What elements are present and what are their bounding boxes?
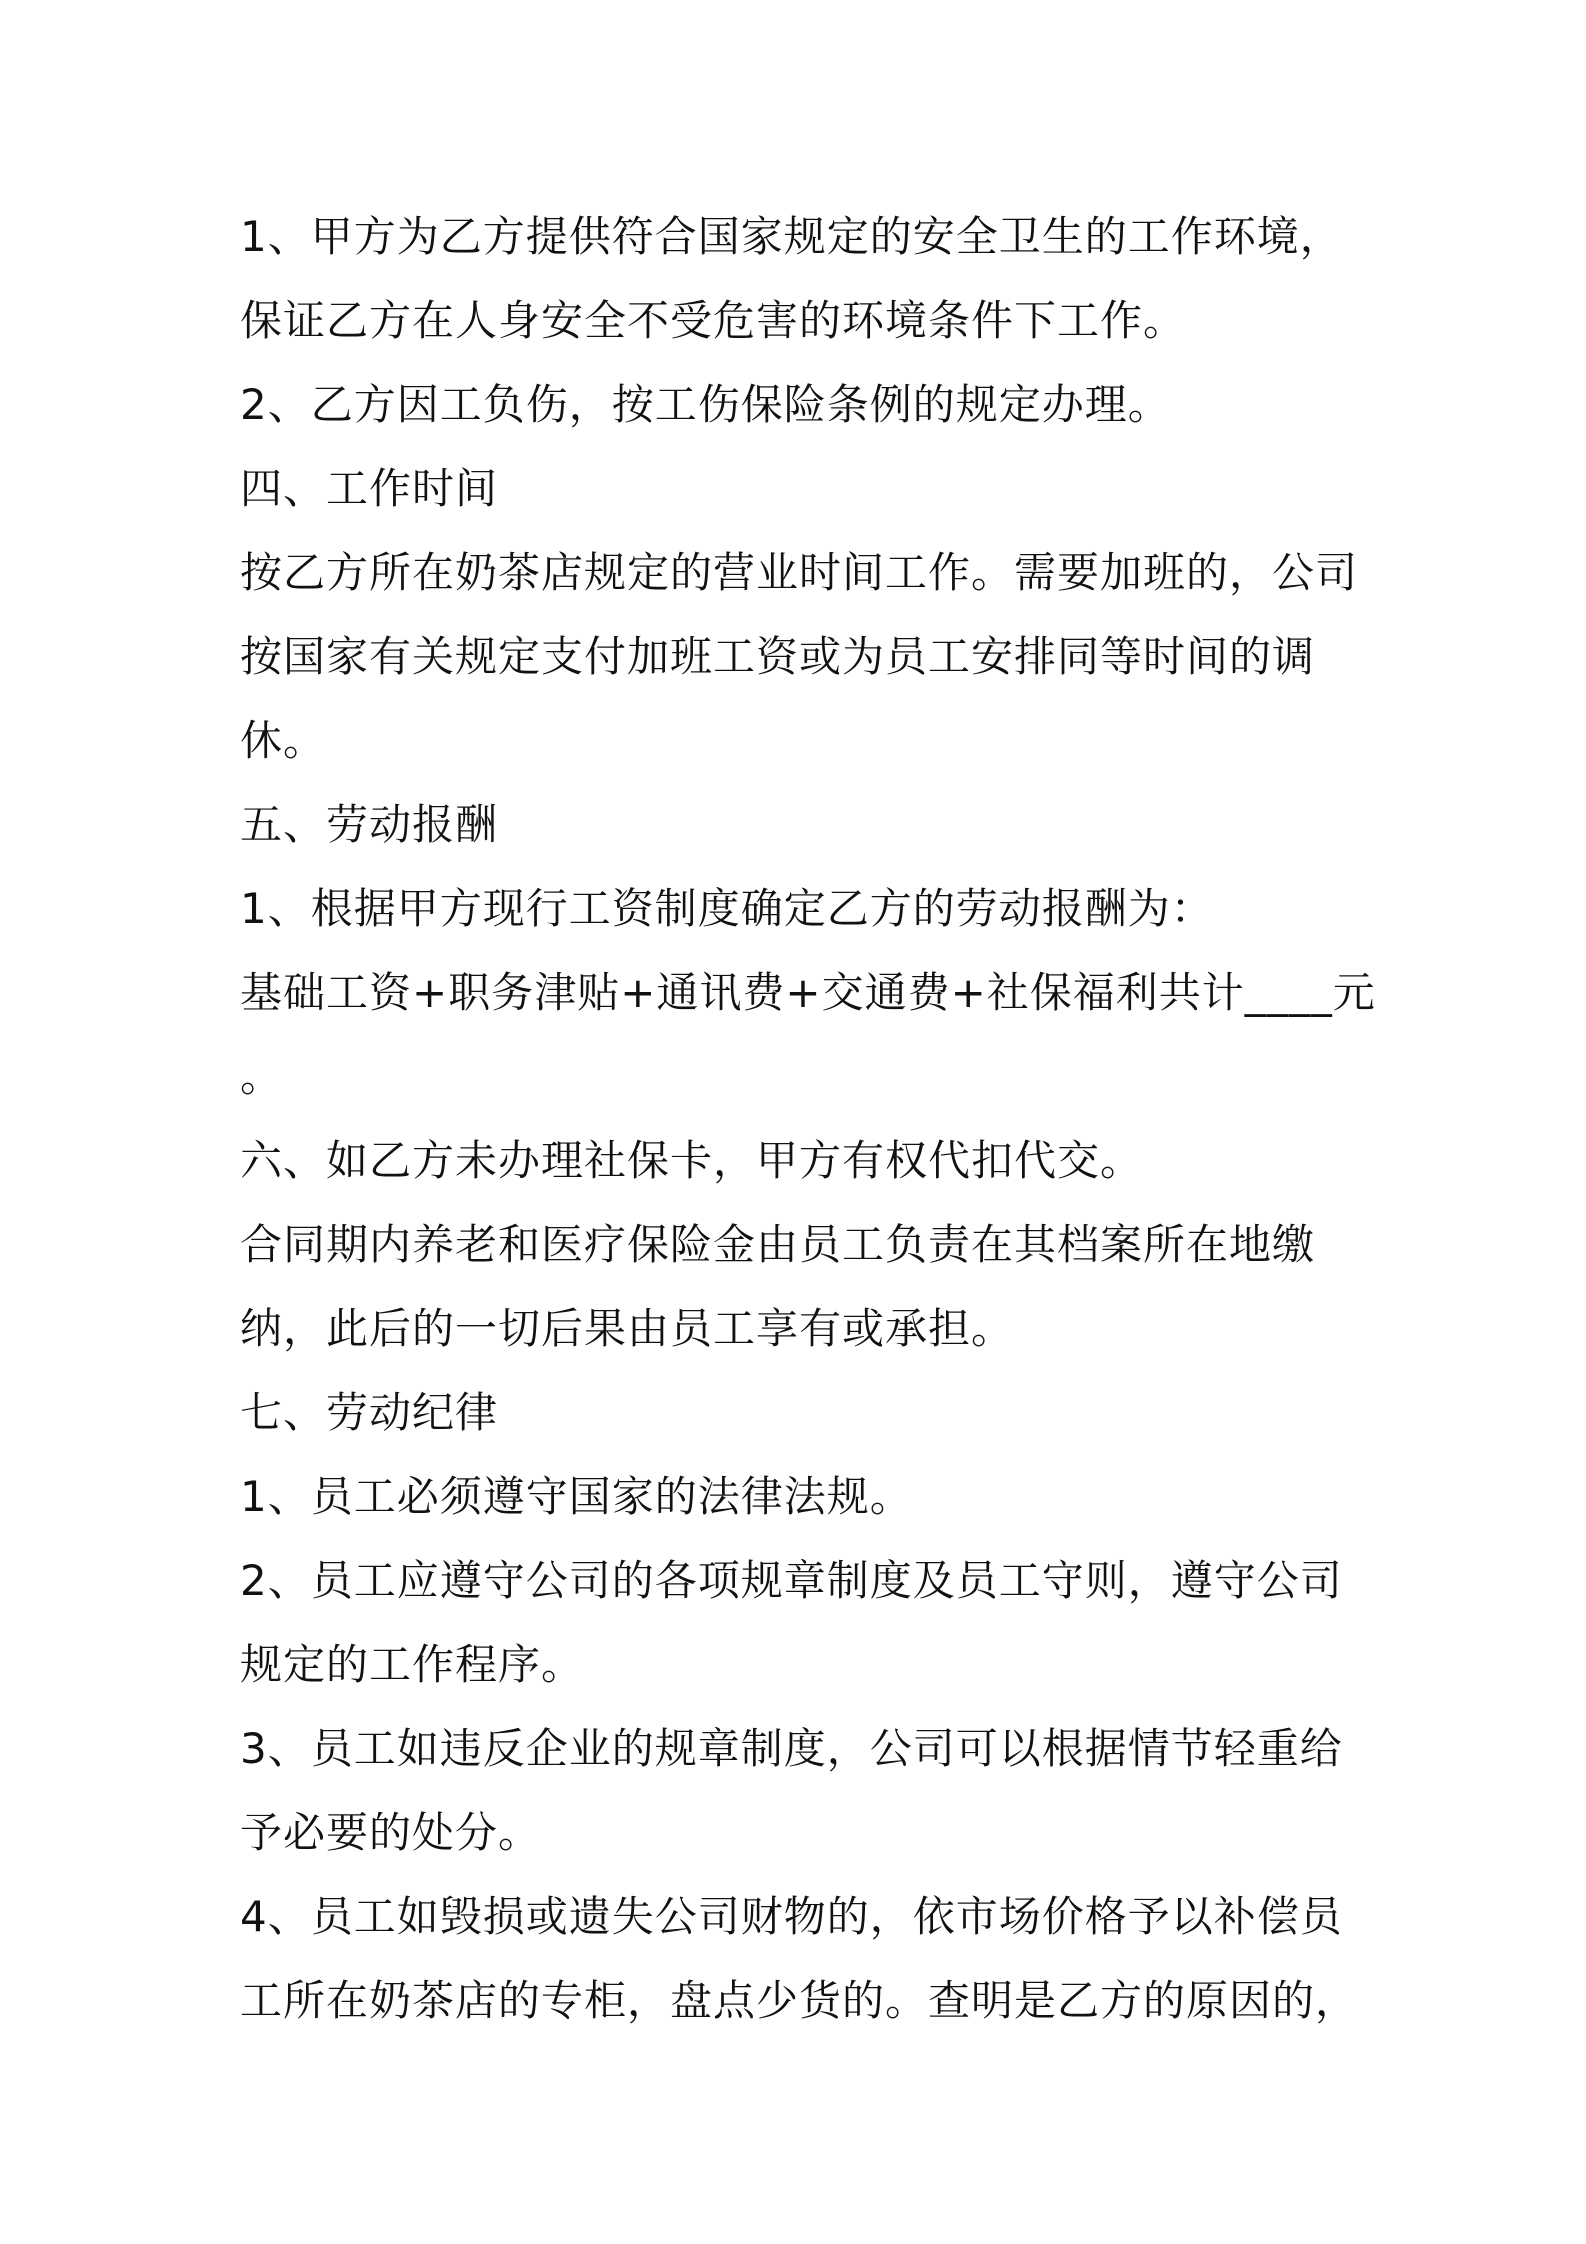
text-line: 保证乙方在人身安全不受危害的环境条件下工作。: [240, 296, 1187, 345]
text-line: 合同期内养老和医疗保险金由员工负责在其档案所在地缴: [240, 1220, 1316, 1269]
text-line: 按乙方所在奶茶店规定的营业时间工作。需要加班的，公司: [240, 548, 1359, 597]
text-line: 1、根据甲方现行工资制度确定乙方的劳动报酬为：: [240, 884, 1214, 933]
text-line: 休。: [240, 716, 327, 765]
text-line: 4、员工如毁损或遗失公司财物的，依市场价格予以补偿员: [240, 1892, 1343, 1941]
text-line: 2、员工应遵守公司的各项规章制度及员工守则，遵守公司: [240, 1556, 1343, 1605]
text-line: 1、甲方为乙方提供符合国家规定的安全卫生的工作环境，: [240, 212, 1343, 261]
text-line: 纳，此后的一切后果由员工享有或承担。: [240, 1304, 1015, 1353]
text-line: 规定的工作程序。: [240, 1640, 585, 1689]
text-line: 按国家有关规定支付加班工资或为员工安排同等时间的调: [240, 632, 1316, 681]
section-heading: 五、劳动报酬: [240, 800, 499, 849]
text-line: 3、员工如违反企业的规章制度，公司可以根据情节轻重给: [240, 1724, 1343, 1773]
text-line: 1、员工必须遵守国家的法律法规。: [240, 1472, 913, 1521]
text-line: 予必要的处分。: [240, 1808, 542, 1857]
text-line: 基础工资+职务津贴+通讯费+交通费+社保福利共计____元: [240, 968, 1376, 1017]
text-line: 2、乙方因工负伤，按工伤保险条例的规定办理。: [240, 380, 1171, 429]
section-heading: 七、劳动纪律: [240, 1388, 499, 1437]
document-page: [240, 195, 1376, 2043]
section-heading: 六、如乙方未办理社保卡，甲方有权代扣代交。: [240, 1136, 1144, 1185]
text-line: 工所在奶茶店的专柜，盘点少货的。查明是乙方的原因的，: [240, 1976, 1359, 2025]
section-heading: 四、工作时间: [240, 464, 499, 513]
text-line: 。: [240, 1052, 284, 1101]
